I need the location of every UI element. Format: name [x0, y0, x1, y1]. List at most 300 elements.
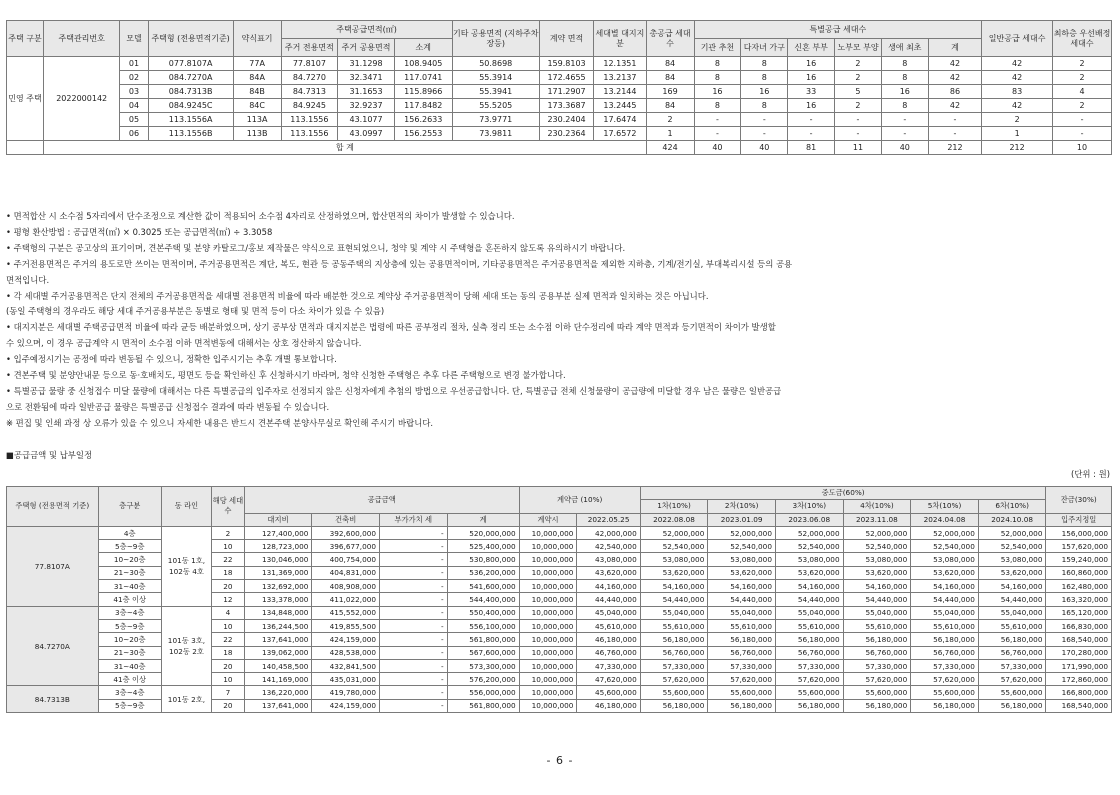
cell-multi: 8 — [741, 99, 788, 113]
cell-floor: 3층~4층 — [98, 606, 161, 619]
cell-vat: - — [380, 699, 448, 712]
cell-m1: 56,180,000 — [640, 699, 708, 712]
cell-vat: - — [380, 646, 448, 659]
cell-floor: 5층~9층 — [98, 540, 161, 553]
cell-m6: 56,180,000 — [978, 699, 1046, 712]
cell-first: 16 — [881, 85, 928, 99]
cell-m2: 56,180,000 — [708, 699, 776, 712]
hdr-p-mid-3: 3차(10%) — [775, 500, 843, 513]
cell-vat: - — [380, 686, 448, 699]
cell-bal: 171,990,000 — [1046, 659, 1112, 672]
cell-total: 84 — [646, 99, 694, 113]
cell-m3: 55,600,000 — [775, 686, 843, 699]
cell-dep2: 45,040,000 — [577, 606, 640, 619]
cell-m1: 54,440,000 — [640, 593, 708, 606]
cell-land: 131,369,000 — [244, 566, 312, 579]
hdr-p-deposit-group: 계약금 (10%) — [519, 487, 640, 514]
cell-exclusive: 84.7270 — [281, 71, 338, 85]
hdr-p-units: 해당 세대 수 — [212, 487, 245, 527]
cell-total: 1 — [646, 127, 694, 141]
cell-m4: 54,440,000 — [843, 593, 911, 606]
cell-m4: 57,330,000 — [843, 659, 911, 672]
cell-land: 137,641,000 — [244, 699, 312, 712]
cell-m4: 52,000,000 — [843, 526, 911, 539]
cell-m6: 52,000,000 — [978, 526, 1046, 539]
cell-elder: 2 — [835, 99, 882, 113]
cell-sum-lowest: 10 — [1053, 141, 1112, 155]
hdr-type: 주택형 (전용면적기준) — [148, 21, 233, 57]
cell-bal: 165,120,000 — [1046, 606, 1112, 619]
cell-vat: - — [380, 606, 448, 619]
cell-bal: 170,280,000 — [1046, 646, 1112, 659]
cell-common: 31.1653 — [338, 85, 395, 99]
cell-lowest: 4 — [1053, 85, 1112, 99]
cell-type: 084.7313B — [148, 85, 233, 99]
table-row — [7, 71, 1112, 85]
cell-m4: 53,620,000 — [843, 566, 911, 579]
cell-m2: 56,180,000 — [708, 633, 776, 646]
cell-m3: 56,180,000 — [775, 699, 843, 712]
cell-first: - — [881, 113, 928, 127]
cell-units: 20 — [212, 699, 245, 712]
cell-m3: 55,040,000 — [775, 606, 843, 619]
cell-building: 424,159,000 — [312, 633, 380, 646]
cell-vat: - — [380, 540, 448, 553]
cell-m3: 56,180,000 — [775, 633, 843, 646]
cell-type: 077.8107A — [148, 57, 233, 71]
cell-m1: 52,000,000 — [640, 526, 708, 539]
cell-bal: 156,000,000 — [1046, 526, 1112, 539]
hdr-p-mid-5: 5차(10%) — [911, 500, 979, 513]
cell-m1: 55,610,000 — [640, 619, 708, 632]
hdr-p-floor: 층구분 — [98, 487, 161, 527]
cell-lowest: 2 — [1053, 99, 1112, 113]
cell-type: 084.9245C — [148, 99, 233, 113]
hdr-general: 일반공급 세대수 — [982, 21, 1053, 57]
cell-other: 50.8698 — [452, 57, 539, 71]
cell-dep1: 10,000,000 — [519, 593, 577, 606]
cell-exclusive: 84.7313 — [281, 85, 338, 99]
cell-floor: 41층 이상 — [98, 593, 161, 606]
cell-m3: 54,440,000 — [775, 593, 843, 606]
cell-m1: 57,620,000 — [640, 673, 708, 686]
note-line: 수 있으며, 이 경우 공급계약 시 면적이 소수점 이하 면적변동에 대해서는 상호 정산하지 않습니다. — [6, 338, 362, 349]
table-row — [7, 57, 1112, 71]
cell-subtotal: 117.8482 — [394, 99, 452, 113]
cell-floor: 10~20층 — [98, 553, 161, 566]
notes-section — [6, 209, 1112, 432]
cell-land: 136,244,500 — [244, 619, 312, 632]
cell-lowest: 2 — [1053, 71, 1112, 85]
cell-units: 12 — [212, 593, 245, 606]
cell-subtotal: 117.0741 — [394, 71, 452, 85]
cell-vat: - — [380, 619, 448, 632]
cell-total: 573,300,000 — [447, 659, 519, 672]
cell-m6: 57,620,000 — [978, 673, 1046, 686]
table-row-sum — [7, 141, 1112, 155]
cell-land: 140,458,500 — [244, 659, 312, 672]
cell-exclusive: 77.8107 — [281, 57, 338, 71]
cell-dep1: 10,000,000 — [519, 659, 577, 672]
cell-units: 20 — [212, 580, 245, 593]
page-number: - 6 - — [546, 754, 574, 767]
cell-ssum: 42 — [928, 99, 981, 113]
cell-floor: 10~20층 — [98, 633, 161, 646]
cell-elder: - — [835, 127, 882, 141]
cell-total: 550,400,000 — [447, 606, 519, 619]
hdr-p-balance-date: 입주지정일 — [1046, 513, 1112, 526]
cell-m6: 53,080,000 — [978, 553, 1046, 566]
cell-blank — [7, 141, 44, 155]
cell-m2: 52,540,000 — [708, 540, 776, 553]
cell-bal: 172,860,000 — [1046, 673, 1112, 686]
cell-total: 576,200,000 — [447, 673, 519, 686]
cell-abbr: 84B — [233, 85, 281, 99]
cell-units: 4 — [212, 606, 245, 619]
cell-multi: 16 — [741, 85, 788, 99]
cell-m6: 54,440,000 — [978, 593, 1046, 606]
cell-abbr: 84A — [233, 71, 281, 85]
cell-m6: 54,160,000 — [978, 580, 1046, 593]
cell-total: 541,600,000 — [447, 580, 519, 593]
cell-floor: 31~40층 — [98, 659, 161, 672]
cell-general: 42 — [982, 71, 1053, 85]
cell-vat: - — [380, 566, 448, 579]
cell-total: 567,600,000 — [447, 646, 519, 659]
cell-model: 02 — [120, 71, 148, 85]
cell-total: 530,800,000 — [447, 553, 519, 566]
hdr-p-dong: 동 라인 — [161, 487, 211, 527]
cell-m2: 55,610,000 — [708, 619, 776, 632]
cell-dep1: 10,000,000 — [519, 526, 577, 539]
cell-m6: 52,540,000 — [978, 540, 1046, 553]
cell-vat: - — [380, 659, 448, 672]
cell-inst: 8 — [694, 57, 741, 71]
note-line: • 각 세대별 주거공용면적은 단지 전체의 주거공용면적을 세대별 전용면적 비율에 따라 배분한 것으로 계약상 주거공용면적이 당해 세대 또는 동의 공용부분 실제 면적과 일치하는 것은 아닙니다. — [6, 290, 709, 301]
cell-m2: 54,160,000 — [708, 580, 776, 593]
cell-m6: 55,600,000 — [978, 686, 1046, 699]
cell-vat: - — [380, 526, 448, 539]
cell-elder: 2 — [835, 71, 882, 85]
cell-floor: 21~30층 — [98, 646, 161, 659]
cell-units: 22 — [212, 553, 245, 566]
cell-common: 32.3471 — [338, 71, 395, 85]
cell-bal: 163,320,000 — [1046, 593, 1112, 606]
cell-house-type: 84.7313B — [7, 686, 99, 713]
cell-land: 13.2144 — [594, 85, 646, 99]
cell-total: 561,800,000 — [447, 633, 519, 646]
hdr-p-mid-date-2: 2023.01.09 — [708, 513, 776, 526]
cell-m2: 53,620,000 — [708, 566, 776, 579]
cell-m4: 55,610,000 — [843, 619, 911, 632]
cell-newlywed: - — [788, 127, 835, 141]
cell-bal: 160,860,000 — [1046, 566, 1112, 579]
cell-dep2: 45,610,000 — [577, 619, 640, 632]
cell-land: 17.6572 — [594, 127, 646, 141]
hdr-p-mid-date-3: 2023.06.08 — [775, 513, 843, 526]
cell-sum-general: 212 — [982, 141, 1053, 155]
cell-multi: 8 — [741, 57, 788, 71]
cell-building: 419,780,000 — [312, 686, 380, 699]
cell-building: 419,855,500 — [312, 619, 380, 632]
cell-first: 8 — [881, 71, 928, 85]
cell-m2: 54,440,000 — [708, 593, 776, 606]
cell-m4: 56,760,000 — [843, 646, 911, 659]
cell-subtotal: 156.2633 — [394, 113, 452, 127]
cell-m1: 55,040,000 — [640, 606, 708, 619]
hdr-model: 모델 — [120, 21, 148, 57]
cell-bal: 168,540,000 — [1046, 699, 1112, 712]
cell-building: 432,841,500 — [312, 659, 380, 672]
cell-m3: 56,760,000 — [775, 646, 843, 659]
note-line: • 주택형의 구분은 공고상의 표기이며, 견본주택 및 분양 카탈로그/홍보 제작물은 약식으로 표현되었으니, 청약 및 계약 시 주택형을 혼돈하지 않도록 유의하시기 바랍니다. — [6, 242, 626, 253]
cell-m4: 53,080,000 — [843, 553, 911, 566]
hdr-p-mid-6: 6차(10%) — [978, 500, 1046, 513]
cell-bal: 168,540,000 — [1046, 633, 1112, 646]
cell-m4: 56,180,000 — [843, 633, 911, 646]
hdr-abbr: 약식표기 — [233, 21, 281, 57]
cell-m2: 57,620,000 — [708, 673, 776, 686]
cell-type: 113.1556A — [148, 113, 233, 127]
cell-building: 411,022,000 — [312, 593, 380, 606]
cell-dep2: 44,160,000 — [577, 580, 640, 593]
cell-total: 544,400,000 — [447, 593, 519, 606]
cell-m1: 55,600,000 — [640, 686, 708, 699]
cell-multi: - — [741, 127, 788, 141]
cell-floor: 4층 — [98, 526, 161, 539]
cell-dep2: 47,620,000 — [577, 673, 640, 686]
note-line: • 특별공급 물량 중 신청접수 미달 물량에 대해서는 다른 특별공급의 입주자로 선정되지 않은 신청자에게 추첨의 방법으로 우선공급합니다. 단, 특별공급 전체 신청물량이 공급량에 미달할 경우 남은 물량은 일반공급 — [6, 385, 782, 396]
cell-contract: 159.8103 — [539, 57, 593, 71]
cell-land: 128,723,000 — [244, 540, 312, 553]
cell-bal: 162,480,000 — [1046, 580, 1112, 593]
cell-house-type: 77.8107A — [7, 526, 99, 606]
cell-house-type: 84.7270A — [7, 606, 99, 686]
cell-dep1: 10,000,000 — [519, 619, 577, 632]
cell-m3: 54,160,000 — [775, 580, 843, 593]
cell-dong: 101동 1호, 102동 4호 — [161, 526, 211, 606]
cell-m3: 55,610,000 — [775, 619, 843, 632]
cell-exclusive: 84.9245 — [281, 99, 338, 113]
cell-dep1: 10,000,000 — [519, 699, 577, 712]
cell-abbr: 77A — [233, 57, 281, 71]
cell-bal: 166,800,000 — [1046, 686, 1112, 699]
cell-inst: 8 — [694, 71, 741, 85]
cell-exclusive: 113.1556 — [281, 127, 338, 141]
cell-floor: 41층 이상 — [98, 673, 161, 686]
cell-multi: 8 — [741, 71, 788, 85]
table-row — [7, 686, 1112, 699]
cell-total: 561,800,000 — [447, 699, 519, 712]
cell-general: 83 — [982, 85, 1053, 99]
cell-dep1: 10,000,000 — [519, 580, 577, 593]
note-line: 으로 전환됨에 따라 일반공급 물량은 특별공급 신청접수 결과에 따라 변동될 수 있습니다. — [6, 401, 330, 412]
unit-label: (단위 : 원) — [1071, 469, 1110, 479]
cell-newlywed: 33 — [788, 85, 835, 99]
hdr-land-share: 세대별 대지지분 — [594, 21, 646, 57]
hdr-p-land: 대지비 — [244, 513, 312, 526]
cell-m6: 56,760,000 — [978, 646, 1046, 659]
cell-dep2: 43,080,000 — [577, 553, 640, 566]
cell-land: 134,848,000 — [244, 606, 312, 619]
cell-floor: 5층~9층 — [98, 699, 161, 712]
cell-elder: 5 — [835, 85, 882, 99]
cell-dep2: 42,540,000 — [577, 540, 640, 553]
cell-type: 113.1556B — [148, 127, 233, 141]
cell-m1: 56,180,000 — [640, 633, 708, 646]
cell-m1: 57,330,000 — [640, 659, 708, 672]
cell-common: 43.0997 — [338, 127, 395, 141]
hdr-p-mid-date-5: 2024.04.08 — [911, 513, 979, 526]
cell-units: 2 — [212, 526, 245, 539]
hdr-contract-area: 계약 면적 — [539, 21, 593, 57]
cell-m5: 53,080,000 — [911, 553, 979, 566]
cell-m5: 54,440,000 — [911, 593, 979, 606]
cell-land: 139,062,000 — [244, 646, 312, 659]
cell-contract: 171.2907 — [539, 85, 593, 99]
cell-total: 84 — [646, 57, 694, 71]
cell-model: 03 — [120, 85, 148, 99]
cell-sum-newlywed: 81 — [788, 141, 835, 155]
cell-other: 73.9811 — [452, 127, 539, 141]
cell-m6: 55,040,000 — [978, 606, 1046, 619]
cell-sum-multi: 40 — [741, 141, 788, 155]
hdr-multi-child: 다자녀 가구 — [741, 39, 788, 57]
cell-units: 10 — [212, 540, 245, 553]
cell-building: 428,538,000 — [312, 646, 380, 659]
hdr-other-common: 기타 공용면적 (지하주차장등) — [452, 21, 539, 57]
cell-dep1: 10,000,000 — [519, 566, 577, 579]
cell-m2: 57,330,000 — [708, 659, 776, 672]
cell-building: 404,831,000 — [312, 566, 380, 579]
table-row — [7, 85, 1112, 99]
cell-other: 55.3914 — [452, 71, 539, 85]
cell-newlywed: 16 — [788, 57, 835, 71]
cell-m3: 57,620,000 — [775, 673, 843, 686]
cell-m2: 56,760,000 — [708, 646, 776, 659]
cell-model: 06 — [120, 127, 148, 141]
cell-floor: 5층~9층 — [98, 619, 161, 632]
cell-land: 136,220,000 — [244, 686, 312, 699]
cell-total: 84 — [646, 71, 694, 85]
cell-m6: 55,610,000 — [978, 619, 1046, 632]
cell-mgmt-no: 2022000142 — [44, 57, 120, 141]
cell-abbr: 113A — [233, 113, 281, 127]
cell-land: 133,378,000 — [244, 593, 312, 606]
cell-m6: 53,620,000 — [978, 566, 1046, 579]
cell-lowest: 2 — [1053, 57, 1112, 71]
cell-vat: - — [380, 580, 448, 593]
cell-total: 520,000,000 — [447, 526, 519, 539]
cell-building: 396,677,000 — [312, 540, 380, 553]
cell-abbr: 84C — [233, 99, 281, 113]
cell-sum-total: 424 — [646, 141, 694, 155]
cell-vat: - — [380, 593, 448, 606]
cell-ssum: - — [928, 113, 981, 127]
cell-m1: 52,540,000 — [640, 540, 708, 553]
cell-elder: - — [835, 113, 882, 127]
cell-first: 8 — [881, 57, 928, 71]
cell-sum-label: 합 계 — [44, 141, 647, 155]
cell-units: 20 — [212, 659, 245, 672]
hdr-p-balance: 잔금(30%) — [1046, 487, 1112, 514]
cell-contract: 230.2364 — [539, 127, 593, 141]
note-line: • 입주예정시기는 공정에 따라 변동될 수 있으니, 정확한 입주시기는 추후 개별 통보합니다. — [6, 354, 337, 365]
cell-m4: 56,180,000 — [843, 699, 911, 712]
cell-dep1: 10,000,000 — [519, 606, 577, 619]
note-line: • 주거전용면적은 주거의 용도로만 쓰이는 면적이며, 주거공용면적은 계단, 복도, 현관 등 공동주택의 지상층에 있는 공용면적이며, 기타공용면적은 주거공용면적을 제외한 지하층, 기계/전기실, 부대복리시설 등의 공용 — [6, 258, 793, 269]
cell-units: 18 — [212, 646, 245, 659]
cell-first: 8 — [881, 99, 928, 113]
cell-newlywed: 16 — [788, 71, 835, 85]
cell-m5: 55,610,000 — [911, 619, 979, 632]
cell-vat: - — [380, 553, 448, 566]
cell-inst: - — [694, 127, 741, 141]
cell-subtotal: 115.8966 — [394, 85, 452, 99]
cell-m5: 55,600,000 — [911, 686, 979, 699]
cell-m5: 57,330,000 — [911, 659, 979, 672]
note-line: • 대지지분은 세대별 주택공급면적 비율에 따라 균등 배분하였으며, 상기 공부상 면적과 대지지분은 법령에 따른 공부정리 절차, 실측 정리 또는 소수점 이하 단수정리에 따라 계약 면적과 등기면적이 차이가 발생할 — [6, 322, 776, 333]
note-line: ※ 편집 및 인쇄 과정 상 오류가 있을 수 있으니 자세한 내용은 반드시 견본주택 분양사무실로 확인해 주시기 바랍니다. — [6, 417, 434, 428]
cell-model: 04 — [120, 99, 148, 113]
cell-land: 12.1351 — [594, 57, 646, 71]
cell-other: 55.3941 — [452, 85, 539, 99]
hdr-p-dep1: 계약시 — [519, 513, 577, 526]
cell-subtotal: 108.9405 — [394, 57, 452, 71]
cell-model: 05 — [120, 113, 148, 127]
cell-m5: 57,620,000 — [911, 673, 979, 686]
cell-m5: 54,160,000 — [911, 580, 979, 593]
cell-units: 10 — [212, 619, 245, 632]
table-row — [7, 113, 1112, 127]
cell-m3: 53,080,000 — [775, 553, 843, 566]
cell-dep2: 46,760,000 — [577, 646, 640, 659]
cell-m2: 55,040,000 — [708, 606, 776, 619]
cell-building: 392,600,000 — [312, 526, 380, 539]
cell-sum-ssum: 212 — [928, 141, 981, 155]
cell-m4: 55,040,000 — [843, 606, 911, 619]
cell-m5: 56,180,000 — [911, 699, 979, 712]
cell-total: 169 — [646, 85, 694, 99]
cell-dep1: 10,000,000 — [519, 553, 577, 566]
cell-m5: 52,540,000 — [911, 540, 979, 553]
hdr-p-dep1-date: 2022.05.25 — [577, 513, 640, 526]
note-line: • 면적합산 시 소수점 5자리에서 단수조정으로 계산한 값이 적용되어 소수점 4자리로 산정하였으며, 합산면적의 차이가 발생할 수 있습니다. — [6, 211, 515, 221]
cell-land: 130,046,000 — [244, 553, 312, 566]
hdr-p-price-group: 공급금액 — [244, 487, 519, 514]
cell-other: 55.5205 — [452, 99, 539, 113]
cell-m4: 52,540,000 — [843, 540, 911, 553]
cell-dep2: 46,180,000 — [577, 699, 640, 712]
cell-building: 400,754,000 — [312, 553, 380, 566]
hdr-common: 주거 공용면적 — [338, 39, 395, 57]
cell-general: 2 — [982, 113, 1053, 127]
cell-gubun: 민영 주택 — [7, 57, 44, 141]
cell-dep1: 10,000,000 — [519, 633, 577, 646]
cell-total: 2 — [646, 113, 694, 127]
cell-m5: 53,620,000 — [911, 566, 979, 579]
hdr-special-group: 특별공급 세대수 — [694, 21, 982, 39]
cell-units: 18 — [212, 566, 245, 579]
cell-total: 556,000,000 — [447, 686, 519, 699]
cell-land: 137,641,000 — [244, 633, 312, 646]
hdr-p-mid-1: 1차(10%) — [640, 500, 708, 513]
cell-vat: - — [380, 633, 448, 646]
cell-bal: 166,830,000 — [1046, 619, 1112, 632]
cell-building: 408,908,000 — [312, 580, 380, 593]
cell-lowest: - — [1053, 127, 1112, 141]
cell-sum-inst: 40 — [694, 141, 741, 155]
